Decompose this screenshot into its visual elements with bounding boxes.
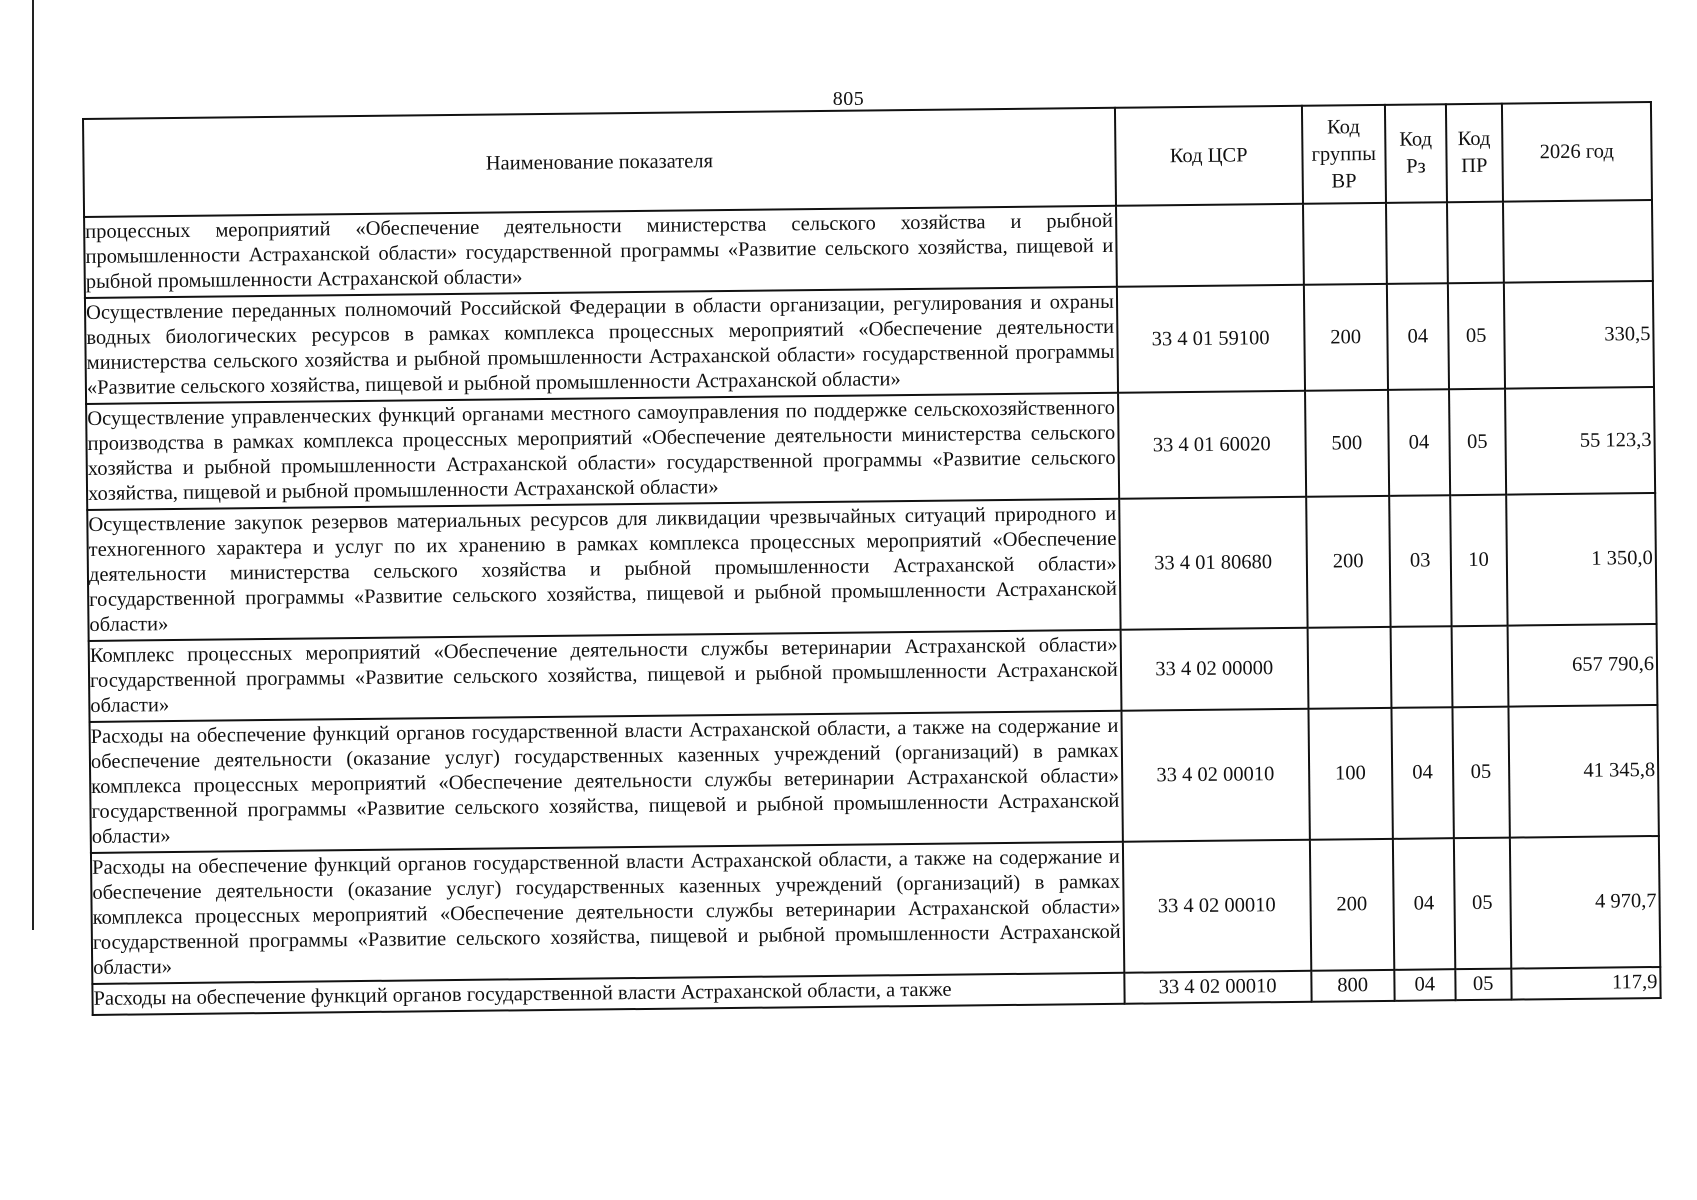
row-csr: 33 4 02 00010 xyxy=(1123,840,1311,973)
row-pr xyxy=(1451,626,1508,708)
page-binding-line xyxy=(32,0,34,930)
row-csr: 33 4 01 59100 xyxy=(1117,285,1305,393)
row-vr xyxy=(1307,627,1391,709)
row-vr: 100 xyxy=(1308,708,1393,840)
row-amount: 330,5 xyxy=(1504,281,1654,389)
header-pr-code: Код ПР xyxy=(1446,104,1503,203)
header-rz-code: Код Рз xyxy=(1385,104,1447,203)
row-rz: 04 xyxy=(1388,389,1450,496)
row-rz: 04 xyxy=(1394,969,1455,1001)
row-csr xyxy=(1116,204,1304,287)
row-pr xyxy=(1447,202,1504,284)
row-name: Комплекс процессных мероприятий «Обеспечение деятельности службы ветеринарии Астраханской области» государственной программы «Развитие сельского хозяйства, пищевой и рыбной промышленности Астраханской области» xyxy=(89,630,1122,722)
table-row xyxy=(86,387,1655,510)
row-rz: 04 xyxy=(1387,283,1449,390)
budget-table xyxy=(82,101,1662,1016)
row-rz: 03 xyxy=(1389,495,1451,627)
row-rz xyxy=(1386,202,1448,284)
header-year-2026: 2026 год xyxy=(1502,102,1652,202)
row-rz: 04 xyxy=(1393,838,1455,970)
row-amount: 1 350,0 xyxy=(1506,493,1657,626)
row-pr: 05 xyxy=(1452,707,1509,839)
row-vr: 500 xyxy=(1305,390,1389,497)
row-vr: 200 xyxy=(1304,284,1388,391)
row-pr: 05 xyxy=(1454,838,1511,970)
row-vr xyxy=(1303,203,1387,285)
row-name: Расходы на обеспечение функций органов государственной власти Астраханской области, а также xyxy=(92,973,1124,1015)
row-csr: 33 4 01 60020 xyxy=(1118,391,1306,499)
row-csr: 33 4 01 80680 xyxy=(1119,497,1307,630)
row-vr: 200 xyxy=(1306,496,1391,628)
row-amount xyxy=(1503,200,1653,283)
row-vr: 800 xyxy=(1311,970,1395,1002)
row-name: процессных мероприятий «Обеспечение деятельности министерства сельского хозяйства и рыбной промышленности Астраханской области» государственной программы «Развитие сельского хозяйства, пищевой и рыбной промышленности Астраханской области» xyxy=(84,206,1117,298)
row-amount: 4 970,7 xyxy=(1510,836,1661,969)
row-csr: 33 4 02 00010 xyxy=(1121,709,1309,842)
row-amount: 117,9 xyxy=(1511,967,1661,1000)
header-csr-code: Код ЦСР xyxy=(1115,106,1303,206)
budget-table-sheet xyxy=(82,101,1662,1016)
table-row xyxy=(87,493,1656,641)
header-indicator-name: Наименование показателя xyxy=(83,108,1116,217)
row-pr: 10 xyxy=(1450,495,1507,627)
row-csr: 33 4 02 00000 xyxy=(1120,628,1308,711)
row-rz xyxy=(1390,626,1452,708)
row-csr: 33 4 02 00010 xyxy=(1124,971,1311,1004)
table-row xyxy=(85,281,1654,404)
row-pr: 05 xyxy=(1448,283,1505,390)
row-pr: 05 xyxy=(1449,389,1506,496)
row-vr: 200 xyxy=(1310,839,1395,971)
row-name: Осуществление закупок резервов материальных ресурсов для ликвидации чрезвычайных ситуаций природного и техногенного характера и услуг по их хранению в рамках комплекса процессных мероприятий «Обеспечение деятельности министерства сельского хозяйства и рыбной промышленности Астраханской области» государственной программы «Развитие сельского хозяйства, пищевой и рыбной промышленности Астраханской области» xyxy=(87,499,1120,641)
row-name: Осуществление переданных полномочий Российской Федерации в области организации, регулирования и охраны водных биологических ресурсов в рамках комплекса процессных мероприятий «Обеспечение деятельности министерства сельского хозяйства и рыбной промышленности Астраханской области» государственной программы «Развитие сельского хозяйства, пищевой и рыбной промышленности Астраханской области» xyxy=(85,287,1118,404)
page-number: 805 xyxy=(832,88,865,110)
row-name: Расходы на обеспечение функций органов государственной власти Астраханской области, а также на содержание и обеспечение деятельности (оказание услуг) государственных казенных учреждений (организаций) в рамках комплекса процессных мероприятий «Обеспечение деятельности службы ветеринарии Астраханской области» государственной программы «Развитие сельского хозяйства, пищевой и рыбной промышленности Астраханской области» xyxy=(90,711,1123,853)
row-pr: 05 xyxy=(1455,969,1511,1001)
table-row xyxy=(90,705,1659,853)
table-row xyxy=(91,836,1660,984)
row-amount: 55 123,3 xyxy=(1505,387,1655,495)
table-header-row xyxy=(83,102,1652,217)
row-name: Осуществление управленческих функций органами местного самоуправления по поддержке сельскохозяйственного производства в рамках комплекса процессных мероприятий «Обеспечение деятельности министерства сельского хозяйства и рыбной промышленности Астраханской области» государственной программы «Развитие сельского хозяйства, пищевой и рыбной промышленности Астраханской области» xyxy=(86,393,1119,510)
row-rz: 04 xyxy=(1391,707,1453,839)
header-vr-code: Код группы ВР xyxy=(1302,105,1386,204)
row-amount: 41 345,8 xyxy=(1508,705,1659,838)
row-amount: 657 790,6 xyxy=(1507,624,1657,707)
row-name: Расходы на обеспечение функций органов государственной власти Астраханской области, а также на содержание и обеспечение деятельности (оказание услуг) государственных казенных учреждений (организаций) в рамках комплекса процессных мероприятий «Обеспечение деятельности службы ветеринарии Астраханской области» государственной программы «Развитие сельского хозяйства, пищевой и рыбной промышленности Астраханской области» xyxy=(91,842,1124,984)
